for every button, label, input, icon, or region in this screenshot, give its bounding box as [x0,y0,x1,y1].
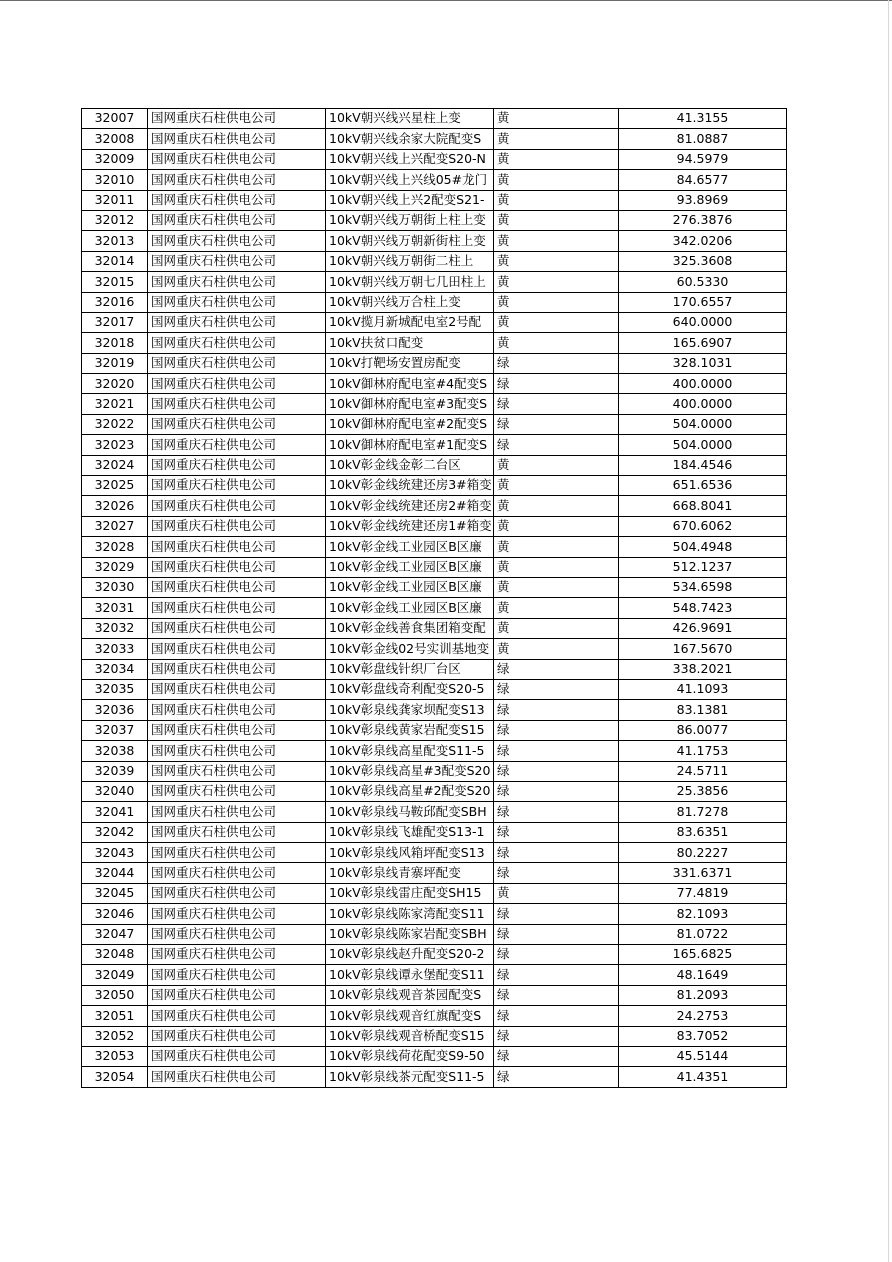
cell-id: 32018 [82,333,148,353]
cell-value: 81.0722 [619,924,787,944]
cell-status-color: 绿 [494,802,619,822]
cell-status-color: 绿 [494,1067,619,1087]
cell-status-color: 绿 [494,1026,619,1046]
cell-company: 国网重庆石柱供电公司 [148,639,326,659]
cell-company: 国网重庆石柱供电公司 [148,1067,326,1087]
table-row [82,210,787,230]
cell-company: 国网重庆石柱供电公司 [148,700,326,720]
cell-transformer-name: 10kV彰泉线飞雄配变S13-1 [326,822,494,842]
cell-id: 32019 [82,353,148,373]
table-row [82,965,787,985]
cell-company: 国网重庆石柱供电公司 [148,210,326,230]
table-body [82,109,787,1088]
cell-value: 81.2093 [619,985,787,1005]
cell-status-color: 绿 [494,679,619,699]
cell-id: 32013 [82,231,148,251]
table-row [82,618,787,638]
cell-value: 25.3856 [619,781,787,801]
cell-value: 82.1093 [619,904,787,924]
table-row [82,700,787,720]
cell-id: 32037 [82,720,148,740]
cell-transformer-name: 10kV朝兴线余家大院配变S [326,129,494,149]
table-row [82,945,787,965]
table-row [82,516,787,536]
cell-transformer-name: 10kV彰泉线陈家湾配变S11 [326,904,494,924]
cell-status-color: 黄 [494,598,619,618]
cell-company: 国网重庆石柱供电公司 [148,822,326,842]
cell-value: 48.1649 [619,965,787,985]
cell-id: 32010 [82,170,148,190]
cell-id: 32023 [82,435,148,455]
cell-transformer-name: 10kV彰泉线谭永堡配变S11 [326,965,494,985]
cell-id: 32034 [82,659,148,679]
cell-value: 24.2753 [619,1006,787,1026]
cell-status-color: 黄 [494,639,619,659]
cell-value: 81.7278 [619,802,787,822]
cell-status-color: 黄 [494,333,619,353]
cell-value: 84.6577 [619,170,787,190]
cell-company: 国网重庆石柱供电公司 [148,1006,326,1026]
cell-value: 640.0000 [619,312,787,332]
cell-status-color: 绿 [494,394,619,414]
table-row [82,883,787,903]
cell-company: 国网重庆石柱供电公司 [148,272,326,292]
table-row [82,904,787,924]
cell-transformer-name: 10kV彰金线统建还房3#箱变 [326,476,494,496]
cell-value: 328.1031 [619,353,787,373]
cell-transformer-name: 10kV御林府配电室#4配变S [326,374,494,394]
cell-status-color: 绿 [494,659,619,679]
cell-id: 32014 [82,251,148,271]
cell-company: 国网重庆石柱供电公司 [148,231,326,251]
table-row [82,1006,787,1026]
cell-transformer-name: 10kV彰盘线针织厂台区 [326,659,494,679]
cell-transformer-name: 10kV彰泉线陈家岩配变SBH [326,924,494,944]
cell-id: 32035 [82,679,148,699]
table-row [82,537,787,557]
table-row [82,190,787,210]
cell-status-color: 黄 [494,516,619,536]
table-row [82,231,787,251]
cell-transformer-name: 10kV彰泉线风箱坪配变S13 [326,843,494,863]
cell-id: 32044 [82,863,148,883]
cell-id: 32027 [82,516,148,536]
table-row [82,394,787,414]
table-row [82,455,787,475]
cell-transformer-name: 10kV彰泉线高星配变S11-5 [326,741,494,761]
cell-id: 32015 [82,272,148,292]
cell-value: 83.6351 [619,822,787,842]
cell-status-color: 黄 [494,455,619,475]
cell-transformer-name: 10kV朝兴线万朝街上柱上变 [326,210,494,230]
cell-transformer-name: 10kV彰泉线雷庄配变SH15 [326,883,494,903]
cell-id: 32049 [82,965,148,985]
cell-value: 83.1381 [619,700,787,720]
table-row [82,170,787,190]
table-row [82,924,787,944]
cell-company: 国网重庆石柱供电公司 [148,516,326,536]
table-row [82,639,787,659]
cell-id: 32029 [82,557,148,577]
table-row [82,312,787,332]
cell-id: 32054 [82,1067,148,1087]
cell-transformer-name: 10kV彰金线工业园区B区廉 [326,537,494,557]
cell-transformer-name: 10kV朝兴线万朝七几田柱上 [326,272,494,292]
cell-value: 184.4546 [619,455,787,475]
cell-value: 41.1753 [619,741,787,761]
cell-status-color: 黄 [494,883,619,903]
cell-company: 国网重庆石柱供电公司 [148,435,326,455]
cell-id: 32021 [82,394,148,414]
cell-transformer-name: 10kV彰泉线龚家坝配变S13 [326,700,494,720]
cell-company: 国网重庆石柱供电公司 [148,904,326,924]
cell-transformer-name: 10kV彰泉线青寨坪配变 [326,863,494,883]
cell-status-color: 绿 [494,924,619,944]
cell-value: 60.5330 [619,272,787,292]
cell-company: 国网重庆石柱供电公司 [148,292,326,312]
cell-transformer-name: 10kV彰泉线高星#2配变S20 [326,781,494,801]
cell-company: 国网重庆石柱供电公司 [148,414,326,434]
cell-id: 32026 [82,496,148,516]
cell-company: 国网重庆石柱供电公司 [148,353,326,373]
cell-transformer-name: 10kV朝兴线兴星柱上变 [326,109,494,129]
cell-id: 32046 [82,904,148,924]
cell-status-color: 绿 [494,700,619,720]
cell-value: 81.0887 [619,129,787,149]
cell-company: 国网重庆石柱供电公司 [148,863,326,883]
cell-value: 548.7423 [619,598,787,618]
cell-company: 国网重庆石柱供电公司 [148,1046,326,1066]
cell-status-color: 绿 [494,435,619,455]
cell-value: 426.9691 [619,618,787,638]
cell-status-color: 黄 [494,190,619,210]
cell-value: 400.0000 [619,374,787,394]
cell-value: 504.4948 [619,537,787,557]
table-row [82,353,787,373]
cell-company: 国网重庆石柱供电公司 [148,924,326,944]
cell-id: 32038 [82,741,148,761]
cell-company: 国网重庆石柱供电公司 [148,312,326,332]
table-row [82,109,787,129]
cell-status-color: 黄 [494,577,619,597]
cell-value: 41.3155 [619,109,787,129]
cell-id: 32041 [82,802,148,822]
cell-value: 41.4351 [619,1067,787,1087]
cell-value: 83.7052 [619,1026,787,1046]
table-row [82,496,787,516]
cell-status-color: 黄 [494,129,619,149]
cell-value: 86.0077 [619,720,787,740]
cell-id: 32047 [82,924,148,944]
cell-company: 国网重庆石柱供电公司 [148,394,326,414]
cell-company: 国网重庆石柱供电公司 [148,170,326,190]
cell-transformer-name: 10kV扶贫口配变 [326,333,494,353]
table-row [82,1067,787,1087]
cell-value: 338.2021 [619,659,787,679]
cell-status-color: 黄 [494,476,619,496]
cell-company: 国网重庆石柱供电公司 [148,659,326,679]
cell-status-color: 黄 [494,537,619,557]
cell-status-color: 黄 [494,557,619,577]
cell-company: 国网重庆石柱供电公司 [148,333,326,353]
page-top-border [0,0,892,1]
cell-company: 国网重庆石柱供电公司 [148,537,326,557]
cell-transformer-name: 10kV彰金线工业园区B区廉 [326,557,494,577]
cell-status-color: 黄 [494,149,619,169]
cell-transformer-name: 10kV朝兴线万合柱上变 [326,292,494,312]
cell-company: 国网重庆石柱供电公司 [148,618,326,638]
cell-transformer-name: 10kV揽月新城配电室2号配 [326,312,494,332]
cell-company: 国网重庆石柱供电公司 [148,476,326,496]
cell-company: 国网重庆石柱供电公司 [148,577,326,597]
cell-company: 国网重庆石柱供电公司 [148,720,326,740]
table-row [82,659,787,679]
cell-status-color: 绿 [494,985,619,1005]
cell-status-color: 绿 [494,414,619,434]
cell-id: 32017 [82,312,148,332]
cell-id: 32043 [82,843,148,863]
cell-id: 32052 [82,1026,148,1046]
cell-id: 32025 [82,476,148,496]
cell-id: 32036 [82,700,148,720]
cell-company: 国网重庆石柱供电公司 [148,965,326,985]
cell-company: 国网重庆石柱供电公司 [148,843,326,863]
cell-transformer-name: 10kV朝兴线上兴2配变S21- [326,190,494,210]
cell-status-color: 绿 [494,945,619,965]
cell-company: 国网重庆石柱供电公司 [148,679,326,699]
table-row [82,985,787,1005]
table-row [82,781,787,801]
cell-transformer-name: 10kV彰泉线黄家岩配变S15 [326,720,494,740]
cell-value: 93.8969 [619,190,787,210]
data-table [81,108,787,1088]
table-row [82,679,787,699]
cell-status-color: 绿 [494,965,619,985]
table-row [82,822,787,842]
cell-status-color: 绿 [494,863,619,883]
cell-value: 94.5979 [619,149,787,169]
cell-company: 国网重庆石柱供电公司 [148,741,326,761]
cell-value: 77.4819 [619,883,787,903]
cell-status-color: 绿 [494,720,619,740]
cell-value: 504.0000 [619,435,787,455]
cell-status-color: 黄 [494,109,619,129]
cell-transformer-name: 10kV彰泉线观音桥配变S15 [326,1026,494,1046]
cell-company: 国网重庆石柱供电公司 [148,598,326,618]
cell-transformer-name: 10kV彰泉线观音茶园配变S [326,985,494,1005]
cell-id: 32051 [82,1006,148,1026]
cell-id: 32009 [82,149,148,169]
cell-transformer-name: 10kV御林府配电室#1配变S [326,435,494,455]
table-row [82,129,787,149]
cell-company: 国网重庆石柱供电公司 [148,129,326,149]
cell-company: 国网重庆石柱供电公司 [148,761,326,781]
table-row [82,802,787,822]
cell-status-color: 绿 [494,781,619,801]
cell-company: 国网重庆石柱供电公司 [148,190,326,210]
cell-status-color: 绿 [494,822,619,842]
cell-id: 32032 [82,618,148,638]
cell-transformer-name: 10kV朝兴线万朝街二柱上 [326,251,494,271]
cell-company: 国网重庆石柱供电公司 [148,883,326,903]
cell-value: 668.8041 [619,496,787,516]
cell-id: 32028 [82,537,148,557]
table-row [82,557,787,577]
cell-id: 32011 [82,190,148,210]
cell-status-color: 黄 [494,312,619,332]
cell-transformer-name: 10kV彰泉线观音红旗配变S [326,1006,494,1026]
cell-id: 32022 [82,414,148,434]
cell-value: 534.6598 [619,577,787,597]
cell-id: 32031 [82,598,148,618]
table-row [82,863,787,883]
cell-value: 41.1093 [619,679,787,699]
cell-status-color: 绿 [494,904,619,924]
cell-id: 32008 [82,129,148,149]
cell-id: 32033 [82,639,148,659]
cell-transformer-name: 10kV御林府配电室#3配变S [326,394,494,414]
cell-id: 32048 [82,945,148,965]
table-row [82,149,787,169]
cell-value: 45.5144 [619,1046,787,1066]
table-row [82,1026,787,1046]
table-row [82,476,787,496]
cell-company: 国网重庆石柱供电公司 [148,802,326,822]
cell-value: 80.2227 [619,843,787,863]
cell-transformer-name: 10kV彰金线统建还房2#箱变 [326,496,494,516]
cell-transformer-name: 10kV御林府配电室#2配变S [326,414,494,434]
cell-transformer-name: 10kV彰金线金彰二台区 [326,455,494,475]
cell-value: 342.0206 [619,231,787,251]
table-row [82,1046,787,1066]
cell-status-color: 绿 [494,741,619,761]
cell-company: 国网重庆石柱供电公司 [148,781,326,801]
table-row [82,843,787,863]
cell-transformer-name: 10kV朝兴线万朝新街柱上变 [326,231,494,251]
cell-id: 32024 [82,455,148,475]
cell-id: 32042 [82,822,148,842]
table-row [82,292,787,312]
cell-transformer-name: 10kV打靶场安置房配变 [326,353,494,373]
cell-transformer-name: 10kV彰泉线荷花配变S9-50 [326,1046,494,1066]
cell-status-color: 绿 [494,761,619,781]
cell-value: 651.6536 [619,476,787,496]
cell-value: 170.6557 [619,292,787,312]
cell-transformer-name: 10kV彰泉线高星#3配变S20 [326,761,494,781]
cell-id: 32050 [82,985,148,1005]
cell-status-color: 黄 [494,272,619,292]
table-row [82,720,787,740]
table-row [82,598,787,618]
cell-value: 512.1237 [619,557,787,577]
cell-transformer-name: 10kV彰泉线赵升配变S20-2 [326,945,494,965]
table-row [82,251,787,271]
cell-id: 32020 [82,374,148,394]
cell-id: 32012 [82,210,148,230]
cell-company: 国网重庆石柱供电公司 [148,945,326,965]
cell-status-color: 绿 [494,374,619,394]
cell-id: 32053 [82,1046,148,1066]
cell-id: 32045 [82,883,148,903]
cell-value: 670.6062 [619,516,787,536]
cell-value: 325.3608 [619,251,787,271]
cell-id: 32016 [82,292,148,312]
cell-status-color: 黄 [494,231,619,251]
cell-status-color: 绿 [494,1046,619,1066]
cell-id: 32030 [82,577,148,597]
cell-status-color: 黄 [494,618,619,638]
page-right-border [888,0,889,1262]
cell-transformer-name: 10kV彰金线统建还房1#箱变 [326,516,494,536]
cell-transformer-name: 10kV彰泉线马鞍邱配变SBH [326,802,494,822]
cell-status-color: 黄 [494,170,619,190]
cell-company: 国网重庆石柱供电公司 [148,496,326,516]
cell-status-color: 绿 [494,843,619,863]
cell-value: 400.0000 [619,394,787,414]
table-row [82,374,787,394]
cell-transformer-name: 10kV彰金线工业园区B区廉 [326,598,494,618]
table-row [82,577,787,597]
cell-transformer-name: 10kV朝兴线上兴线05#龙门 [326,170,494,190]
cell-value: 24.5711 [619,761,787,781]
cell-company: 国网重庆石柱供电公司 [148,149,326,169]
cell-status-color: 绿 [494,353,619,373]
cell-transformer-name: 10kV彰盘线奇利配变S20-5 [326,679,494,699]
table-row [82,272,787,292]
cell-id: 32040 [82,781,148,801]
cell-transformer-name: 10kV朝兴线上兴配变S20-N [326,149,494,169]
cell-value: 276.3876 [619,210,787,230]
table-row [82,761,787,781]
table-row [82,333,787,353]
cell-company: 国网重庆石柱供电公司 [148,374,326,394]
cell-status-color: 黄 [494,496,619,516]
cell-status-color: 绿 [494,1006,619,1026]
cell-status-color: 黄 [494,292,619,312]
cell-transformer-name: 10kV彰金线工业园区B区廉 [326,577,494,597]
table-row [82,741,787,761]
table-row [82,435,787,455]
cell-company: 国网重庆石柱供电公司 [148,251,326,271]
cell-company: 国网重庆石柱供电公司 [148,1026,326,1046]
cell-company: 国网重庆石柱供电公司 [148,557,326,577]
cell-id: 32007 [82,109,148,129]
cell-company: 国网重庆石柱供电公司 [148,455,326,475]
cell-transformer-name: 10kV彰金线02号实训基地变 [326,639,494,659]
table-row [82,414,787,434]
cell-company: 国网重庆石柱供电公司 [148,985,326,1005]
cell-transformer-name: 10kV彰金线善食集团箱变配 [326,618,494,638]
cell-status-color: 黄 [494,210,619,230]
cell-value: 504.0000 [619,414,787,434]
cell-company: 国网重庆石柱供电公司 [148,109,326,129]
cell-status-color: 黄 [494,251,619,271]
cell-value: 165.6907 [619,333,787,353]
cell-value: 165.6825 [619,945,787,965]
cell-value: 167.5670 [619,639,787,659]
cell-id: 32039 [82,761,148,781]
cell-value: 331.6371 [619,863,787,883]
cell-transformer-name: 10kV彰泉线茶元配变S11-5 [326,1067,494,1087]
